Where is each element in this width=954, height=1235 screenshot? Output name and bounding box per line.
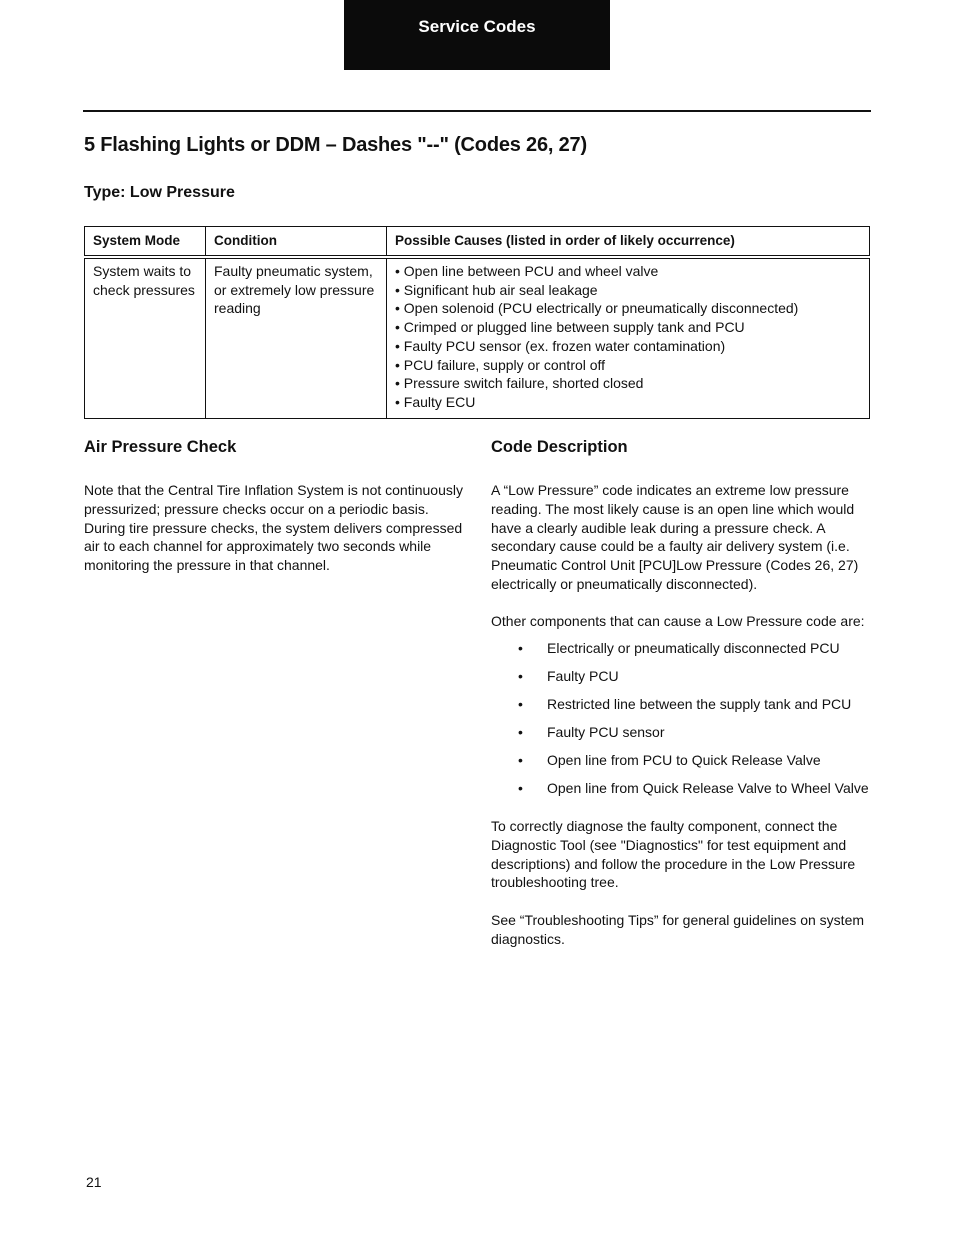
components-list — [491, 638, 869, 806]
air-pressure-check-heading: Air Pressure Check — [84, 438, 237, 456]
cell-condition: Faulty pneumatic system, or extremely low pressure reading — [206, 257, 387, 418]
list-item — [491, 694, 869, 722]
list-item: • Crimped or plugged line between supply tank and PCU — [395, 318, 861, 337]
list-item-label: Faulty PCU sensor — [547, 724, 665, 740]
list-item-label: Restricted line between the supply tank and PCU — [547, 696, 852, 712]
header-possible-causes: Possible Causes (listed in order of likely occurrence) — [387, 227, 870, 258]
section-tab — [344, 0, 610, 70]
header-system-mode: System Mode — [85, 227, 206, 258]
header-rule — [83, 110, 871, 112]
code-description-para3: To correctly diagnose the faulty component, connect the Diagnostic Tool (see "Diagnostics" for test equipment and descriptions) and follow the procedure in the Low Pressure troubleshooting tree. — [491, 818, 856, 891]
air-pressure-check-text: Note that the Central Tire Inflation System is not continuously pressurized; pressure checks occur on a periodic basis. During tire pressure checks, the system delivers compressed air to each channel for approximately two seconds while monitoring the pressure in that channel. — [84, 482, 463, 574]
bullet-icon: • — [518, 752, 523, 768]
bullet-icon: • — [518, 696, 523, 712]
list-item — [491, 778, 869, 806]
list-item: • Significant hub air seal leakage — [395, 281, 861, 300]
section-tab-label: Service Codes — [418, 17, 536, 36]
table-row — [85, 257, 870, 418]
cause-list — [395, 262, 861, 412]
list-item-label: Electrically or pneumatically disconnected PCU — [547, 640, 840, 656]
list-item — [491, 722, 869, 750]
list-item: • Open solenoid (PCU electrically or pneumatically disconnected) — [395, 299, 861, 318]
code-description-para4: See “Troubleshooting Tips” for general guidelines on system diagnostics. — [491, 912, 865, 947]
list-item: • PCU failure, supply or control off — [395, 356, 861, 375]
list-item — [491, 750, 869, 778]
bullet-icon: • — [518, 780, 523, 796]
list-item — [491, 666, 869, 694]
page-number: 21 — [86, 1174, 102, 1190]
list-item-label: Open line from Quick Release Valve to Wheel Valve — [547, 780, 869, 796]
list-item: • Faulty PCU sensor (ex. frozen water contamination) — [395, 337, 861, 356]
table-header-row — [85, 227, 870, 258]
list-item: • Pressure switch failure, shorted closed — [395, 374, 861, 393]
code-description-heading: Code Description — [491, 438, 628, 456]
list-item — [491, 638, 869, 666]
bullet-icon: • — [518, 724, 523, 740]
cell-system-mode: System waits to check pressures — [85, 257, 206, 418]
page-subtitle: Type: Low Pressure — [84, 184, 235, 201]
header-condition: Condition — [206, 227, 387, 258]
code-description-para1: A “Low Pressure” code indicates an extreme low pressure reading. The most likely cause is an open line which would have a clearly audible leak during a pressure check. A secondary cause could be a faulty air delivery system (i.e. Pneumatic Control Unit [PCU]Low Pressure (Codes 26, 27) electrically or pneumatically disconnected). — [491, 482, 859, 592]
list-item-label: Open line from PCU to Quick Release Valve — [547, 752, 821, 768]
causes-table — [84, 226, 870, 419]
list-item-label: Faulty PCU — [547, 668, 619, 684]
list-item: • Faulty ECU — [395, 393, 861, 412]
bullet-icon: • — [518, 668, 523, 684]
page-title: 5 Flashing Lights or DDM – Dashes "--" (Codes 26, 27) — [84, 134, 587, 156]
list-item: • Open line between PCU and wheel valve — [395, 262, 861, 281]
code-description-para2: Other components that can cause a Low Pressure code are: — [491, 613, 865, 629]
bullet-icon: • — [518, 640, 523, 656]
cell-causes — [387, 257, 870, 418]
